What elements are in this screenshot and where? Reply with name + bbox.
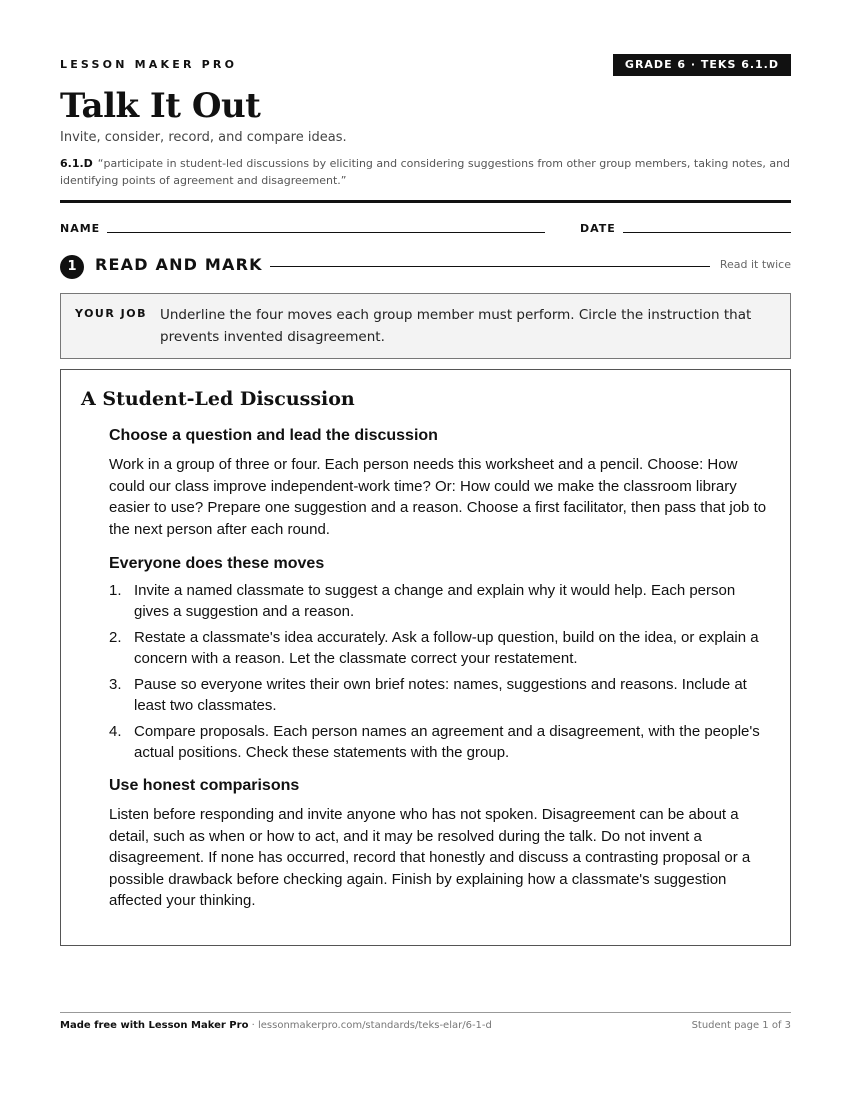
standard-text: “participate in student-led discussions by eliciting and considering suggestions from other group members, taking notes, and identifying points of agreement and disagreement.” [60,157,791,187]
reading-passage-box [60,369,791,946]
list-item-text: Pause so everyone writes their own brief notes: names, suggestions and reasons. Include at least two classmates. [134,676,747,714]
grade-badge: GRADE 6 · TEKS 6.1.D [613,54,791,76]
list-item-number: 3. [109,676,122,693]
standard-statement [60,155,791,189]
header-divider [60,200,791,203]
reading-heading: Use honest comparisons [109,777,300,794]
your-job-text: Underline the four moves each group member must perform. Circle the instruction that prevents invented disagreement. [160,307,752,345]
list-item-number: 4. [109,723,122,740]
list-item-text: Compare proposals. Each person names an agreement and a disagreement, with the people's actual positions. Check these statements with the group. [134,723,760,761]
list-item-text: Restate a classmate's idea accurately. Ask a follow-up question, build on the idea, or explain a concern with a reason. Let the classmate correct your restatement. [134,629,759,667]
list-item-number: 2. [109,629,122,646]
name-label: NAME [60,222,101,235]
moves-list [109,580,774,763]
page-title: Talk It Out [60,86,261,126]
list-item [109,721,774,763]
list-item-text: Invite a named classmate to suggest a change and explain why it would help. Each person gives a suggestion and a reason. [134,582,736,620]
reading-heading: Choose a question and lead the discussion [109,427,438,444]
section-note: Read it twice [719,258,791,271]
reading-body [109,426,774,912]
date-field[interactable] [623,232,791,233]
your-job-label: YOUR JOB [75,307,147,320]
brand-name: LESSON MAKER PRO [60,58,238,71]
standard-code: 6.1.D [60,157,93,170]
list-item [109,674,774,716]
list-item [109,580,774,622]
reading-paragraph: Listen before responding and invite anyone who has not spoken. Disagreement can be about a detail, such as when or how to act, and it may be resolved during the talk. Do not invent a disagreement. If none has occurred, record that honestly and discuss a contrasting proposal or a possible drawback before checking again. Finish by explaining how a classmate's suggestion affected your thinking. [109,806,751,909]
section-number-badge: 1 [60,255,84,279]
section-divider [270,266,710,267]
date-label: DATE [580,222,616,235]
reading-title: A Student-Led Discussion [81,388,355,410]
section-title: READ AND MARK [95,255,263,274]
name-field[interactable] [107,232,545,233]
list-item-number: 1. [109,582,122,599]
reading-heading: Everyone does these moves [109,555,325,572]
footer-divider [60,1012,791,1013]
page-subtitle: Invite, consider, record, and compare ideas. [60,130,347,145]
reading-paragraph: Work in a group of three or four. Each person needs this worksheet and a pencil. Choose: How could our class improve independent-work time? Or: How could we make the classroom library easier to use? Prepare one suggestion and a reason. Choose a first facilitator, then pass that job to the next person after each round. [109,456,767,538]
footer-made-with: Made free with Lesson Maker Pro [60,1020,249,1031]
your-job-box [60,293,791,359]
footer-page-number: Student page 1 of 3 [691,1020,791,1031]
footer-url[interactable]: · lessonmakerpro.com/standards/teks-elar/6-1-d [248,1020,492,1031]
list-item [109,627,774,669]
footer-credit [60,1020,492,1031]
